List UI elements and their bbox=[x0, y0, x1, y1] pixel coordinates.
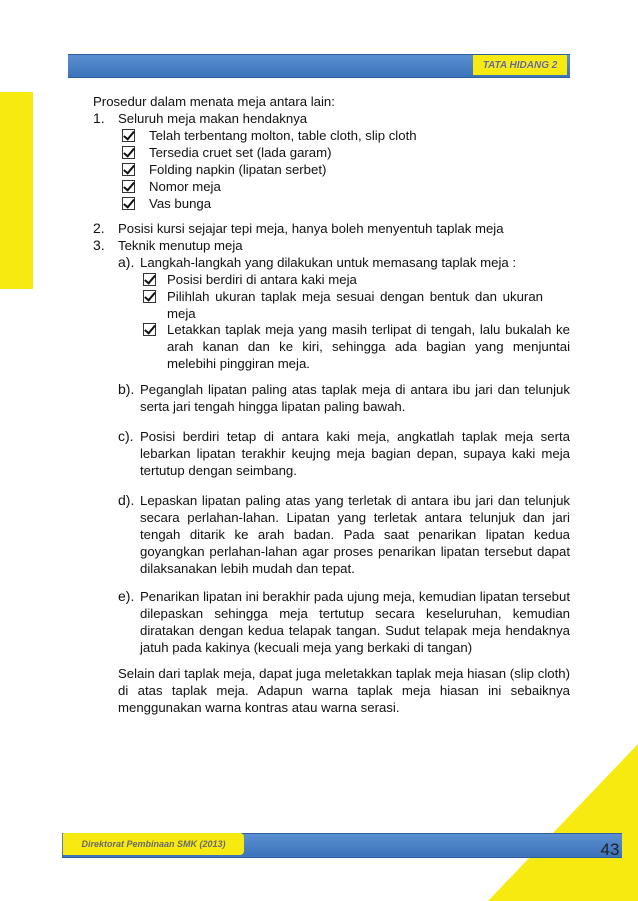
item-3-marker: 3. bbox=[93, 237, 105, 253]
page-number: 43 bbox=[600, 840, 620, 859]
item-1-marker: 1. bbox=[93, 110, 105, 126]
checkbox-icon bbox=[122, 163, 135, 176]
item-1-check-1: Telah terbentang molton, table cloth, slip cloth bbox=[149, 128, 417, 143]
checkbox-icon bbox=[122, 129, 135, 142]
step-b-marker: b). bbox=[118, 381, 135, 397]
item-2-text: Posisi kursi sejajar tepi meja, hanya boleh menyentuh taplak meja bbox=[118, 221, 504, 236]
item-1-check-4: Nomor meja bbox=[149, 179, 221, 194]
step-c-text: Posisi berdiri tetap di antara kaki meja, angkatlah taplak meja serta lebarkan lipatan terakhir keujng meja bagian depan, supaya kaki meja tertutup dengan seimbang. bbox=[140, 429, 570, 478]
checkbox-icon bbox=[143, 290, 156, 303]
footer-tag: Direktorat Pembinaan SMK (2013) bbox=[63, 833, 244, 855]
item-1-check-2: Tersedia cruet set (lada garam) bbox=[149, 145, 332, 160]
item-2-marker: 2. bbox=[93, 220, 105, 236]
header-tag: TATA HIDANG 2 bbox=[473, 55, 567, 75]
checkbox-icon bbox=[143, 273, 156, 286]
step-d-marker: d). bbox=[118, 492, 135, 508]
intro-text: Prosedur dalam menata meja antara lain: bbox=[93, 94, 335, 109]
step-d-text: Lepaskan lipatan paling atas yang terletak di antara ibu jari dan telunjuk secara perlahan-lahan. Lipatan yang terletak antara telunjuk dan jari tengah ditarik ke arah badan. Pada saat penarikan lipatan kedua goyangkan perlahan-lahan agar proses penarikan lipatan tersebut dapat dilaksanakan lebih mudah dan tepat. bbox=[140, 493, 570, 576]
corner-yellow-triangle bbox=[488, 744, 638, 901]
checkbox-icon bbox=[122, 197, 135, 210]
item-3-text: Teknik menutup meja bbox=[118, 238, 243, 253]
step-e-marker: e). bbox=[118, 588, 135, 604]
item-1-text: Seluruh meja makan hendaknya bbox=[118, 111, 308, 126]
closing-paragraph: Selain dari taplak meja, dapat juga meletakkan taplak meja hiasan (slip cloth) di atas taplak meja. Adapun warna taplak meja hiasan ini sebaiknya menggunakan warna kontras atau warna serasi. bbox=[118, 666, 570, 715]
checkbox-icon bbox=[143, 323, 156, 336]
item-1-check-5: Vas bunga bbox=[149, 196, 212, 211]
step-a-check-3: Letakkan taplak meja yang masih terlipat di tengah, lalu bukalah ke arah kanan dan ke kiri, sehingga ada bagian yang menjuntai melebihi pinggiran meja. bbox=[167, 322, 570, 371]
step-a-check-2: Pilihlah ukuran taplak meja sesuai dengan bentuk dan ukuran meja bbox=[167, 289, 543, 321]
step-b-text: Peganglah lipatan paling atas taplak meja di antara ibu jari dan telunjuk serta jari tengah hingga lipatan paling bawah. bbox=[140, 382, 570, 414]
step-a-marker: a). bbox=[118, 254, 135, 270]
checkbox-icon bbox=[122, 180, 135, 193]
step-c-marker: c). bbox=[118, 428, 134, 444]
step-a-text: Langkah-langkah yang dilakukan untuk memasang taplak meja : bbox=[140, 255, 517, 270]
checkbox-icon bbox=[122, 146, 135, 159]
step-a-check-1: Posisi berdiri di antara kaki meja bbox=[167, 272, 357, 287]
item-1-check-3: Folding napkin (lipatan serbet) bbox=[149, 162, 327, 177]
step-e-text: Penarikan lipatan ini berakhir pada ujung meja, kemudian lipatan tersebut dilepaskan sehingga meja tertutup secara keseluruhan, kemudian diratakan dengan kedua telapak tangan. Sudut telapak meja hendaknya jatuh pada kakinya (kecuali meja yang berkaki di tangan) bbox=[140, 589, 570, 655]
